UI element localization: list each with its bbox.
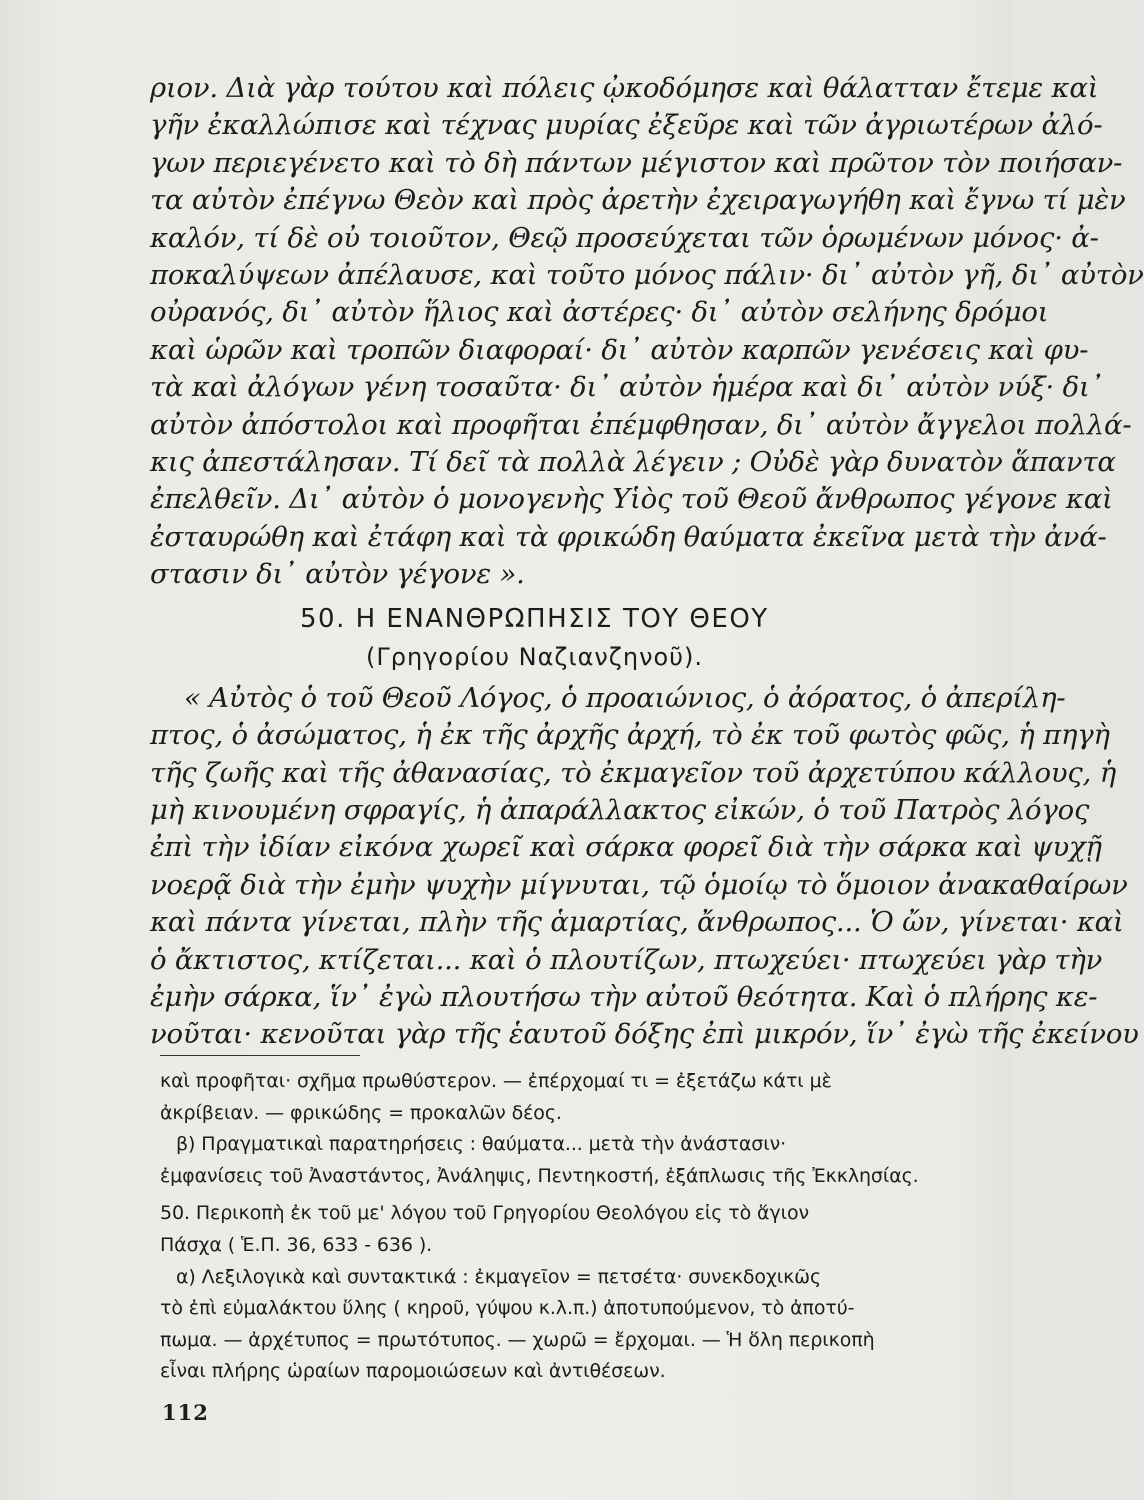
text-line: ποκαλύψεων ἀπέλαυσε, καὶ τοῦτο μόνος πάλιν· δι᾿ αὐτὸν γῆ, δι᾿ αὐτὸν [150, 259, 1144, 292]
page-number: 112 [162, 1400, 209, 1425]
text-line: αὐτὸν ἀπόστολοι καὶ προφῆται ἐπέμφθησαν, δι᾿ αὐτὸν ἄγγελοι πολλά- [150, 408, 1132, 441]
section-heading: 50. Η ΕΝΑΝΘΡΩΠΗΣΙΣ ΤΟΥ ΘΕΟΥ [300, 603, 769, 634]
note-line: καὶ προφῆται· σχῆμα πρωθύστερον. — ἐπέρχομαί τι = ἐξετάζω κάτι μὲ [160, 1070, 832, 1092]
text-line: κις ἀπεστάλησαν. Τί δεῖ τὰ πολλὰ λέγειν ; Οὐδὲ γὰρ δυνατὸν ἅπαντα [150, 446, 1116, 479]
text-line: ἐπὶ τὴν ἰδίαν εἰκόνα χωρεῖ καὶ σάρκα φορεῖ διὰ τὴν σάρκα καὶ ψυχῇ [150, 831, 1102, 864]
text-line: γῆν ἐκαλλώπισε καὶ τέχνας μυρίας ἐξεῦρε καὶ τῶν ἀγριωτέρων ἀλό- [150, 109, 1103, 142]
text-line: καὶ πάντα γίνεται, πλὴν τῆς ἁμαρτίας, ἄνθρωπος... Ὁ ὤν, γίνεται· καὶ [150, 906, 1124, 939]
text-line: τῆς ζωῆς καὶ τῆς ἀθανασίας, τὸ ἐκμαγεῖον τοῦ ἀρχετύπου κάλλους, ἡ [150, 756, 1116, 789]
text-line: στασιν δι᾿ αὐτὸν γέγονε ». [150, 558, 525, 591]
text-line: « Αὐτὸς ὁ τοῦ Θεοῦ Λόγος, ὁ προαιώνιος, ὁ ἀόρατος, ὁ ἀπερίλη- [184, 681, 1066, 714]
text-line: ἐμὴν σάρκα, ἵν᾿ ἐγὼ πλουτήσω τὴν αὐτοῦ θεότητα. Καὶ ὁ πλήρης κε- [150, 980, 1098, 1013]
text-line: ριον. Διὰ γὰρ τούτου καὶ πόλεις ᾠκοδόμησε καὶ θάλατταν ἔτεμε καὶ [150, 72, 1099, 104]
note-line: β) Πραγματικαὶ παρατηρήσεις : θαύματα... μετὰ τὴν ἀνάστασιν· [176, 1133, 787, 1156]
text-line: ἐσταυρώθη καὶ ἐτάφη καὶ τὰ φρικώδη θαύματα ἐκεῖνα μετὰ τὴν ἀνά- [150, 520, 1107, 553]
text-line: τὰ καὶ ἀλόγων γένη τοσαῦτα· δι᾿ αὐτὸν ἡμέρα καὶ δι᾿ αὐτὸν νύξ· δι᾿ [150, 371, 1104, 404]
main-text-block [150, 70, 1144, 1054]
text-line: τα αὐτὸν ἐπέγνω Θεὸν καὶ πρὸς ἀρετὴν ἐχειραγωγήθη καὶ ἔγνω τί μὲν [150, 184, 1126, 217]
text-line: πτος, ὁ ἀσώματος, ἡ ἐκ τῆς ἀρχῆς ἀρχή, τὸ ἐκ τοῦ φωτὸς φῶς, ἡ πηγὴ [150, 719, 1110, 752]
text-line: ἐπελθεῖν. Δι᾿ αὐτὸν ὁ μονογενὴς Υἱὸς τοῦ Θεοῦ ἄνθρωπος γέγονε καὶ [150, 483, 1113, 516]
text-line: ὁ ἄκτιστος, κτίζεται... καὶ ὁ πλουτίζων, πτωχεύει· πτωχεύει γὰρ τὴν [150, 943, 1103, 976]
footnote-divider [160, 1055, 360, 1056]
text-line: νοῦται· κενοῦται γὰρ τῆς ἑαυτοῦ δόξης ἐπὶ μικρόν, ἵν᾿ ἐγὼ τῆς ἐκείνου [150, 1018, 1139, 1051]
note-line: πωμα. — ἀρχέτυπος = πρωτότυπος. — χωρῶ = ἔρχομαι. — Ἡ ὅλη περικοπὴ [160, 1328, 875, 1351]
text-line: μὴ κινουμένη σφραγίς, ἡ ἀπαράλλακτος εἰκών, ὁ τοῦ Πατρὸς λόγος [150, 793, 1090, 826]
text-line: νοερᾷ διὰ τὴν ἐμὴν ψυχὴν μίγνυται, τῷ ὁμοίῳ τὸ ὅμοιον ἀνακαθαίρων [150, 868, 1128, 901]
footnotes-block [160, 1066, 1000, 1388]
note-line: 50. Περικοπὴ ἐκ τοῦ με' λόγου τοῦ Γρηγορίου Θεολόγου εἰς τὸ ἅγιον [160, 1202, 809, 1225]
text-line: γων περιεγένετο καὶ τὸ δὴ πάντων μέγιστον καὶ πρῶτον τὸν ποιήσαν- [150, 146, 1123, 179]
section-subheading: (Γρηγορίου Ναζιανζηνοῦ). [366, 642, 704, 671]
note-line: ἀκρίβειαν. — φρικώδης = προκαλῶν δέος. [160, 1101, 562, 1124]
text-line: οὐρανός, δι᾿ αὐτὸν ἥλιος καὶ ἀστέρες· δι᾿ αὐτὸν σελήνης δρόμοι [150, 296, 1049, 329]
note-line: τὸ ἐπὶ εὐμαλάκτου ὕλης ( κηροῦ, γύψου κ.λ.π.) ἀποτυπούμενον, τὸ ἀποτύ- [160, 1297, 855, 1320]
note-line: ἐμφανίσεις τοῦ Ἀναστάντος, Ἀνάληψις, Πεντηκοστή, ἐξάπλωσις τῆς Ἐκκλησίας. [160, 1164, 919, 1187]
note-line: εἶναι πλήρης ὡραίων παρομοιώσεων καὶ ἀντιθέσεων. [160, 1360, 666, 1383]
note-line: Πάσχα ( Ἑ.Π. 36, 633 - 636 ). [160, 1233, 433, 1256]
note-line: α) Λεξιλογικὰ καὶ συντακτικά : ἐκμαγεῖον = πετσέτα· συνεκδοχικῶς [176, 1265, 822, 1288]
text-line: καὶ ὡρῶν καὶ τροπῶν διαφοραί· δι᾿ αὐτὸν καρπῶν γενέσεις καὶ φυ- [150, 333, 1089, 366]
text-line: καλόν, τί δὲ οὐ τοιοῦτον, Θεῷ προσεύχεται τῶν ὁρωμένων μόνος· ἀ- [150, 221, 1099, 254]
